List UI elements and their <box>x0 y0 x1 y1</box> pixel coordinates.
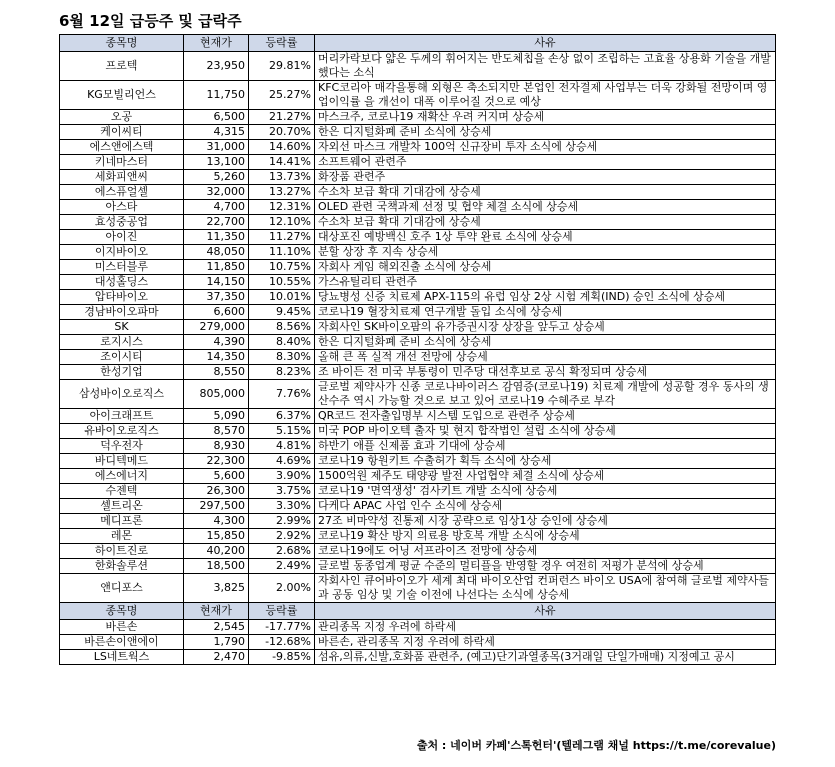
reason-cell: 분할 상장 후 지속 상승세 <box>315 245 776 260</box>
stock-name-cell: 유바이오로직스 <box>60 424 184 439</box>
rate-cell: 21.27% <box>249 110 315 125</box>
rate-cell: 2.68% <box>249 544 315 559</box>
price-cell: 6,600 <box>184 305 249 320</box>
reason-cell: 코로나19 항원키트 수출허가 획득 소식에 상승세 <box>315 454 776 469</box>
table-row <box>60 140 776 155</box>
stock-name-cell: 세화피앤씨 <box>60 170 184 185</box>
table-row <box>60 484 776 499</box>
source-note: 출처 : 네이버 카페'스톡헌터'(텔레그램 채널 https://t.me/corevalue) <box>416 739 776 752</box>
price-cell: 18,500 <box>184 559 249 574</box>
reason-cell: 코로나19 혈장치료제 연구개발 돌입 소식에 상승세 <box>315 305 776 320</box>
table-row <box>60 559 776 574</box>
rate-cell: 7.76% <box>249 380 315 409</box>
reason-cell: 조 바이든 전 미국 부통령이 민주당 대선후보로 공식 확정되며 상승세 <box>315 365 776 380</box>
stock-name-cell: 압타바이오 <box>60 290 184 305</box>
stock-name-cell: 효성중공업 <box>60 215 184 230</box>
reason-cell: 하반기 애플 신제품 효과 기대에 상승세 <box>315 439 776 454</box>
rate-cell: 10.01% <box>249 290 315 305</box>
table-row <box>60 290 776 305</box>
table-row <box>60 125 776 140</box>
price-cell: 31,000 <box>184 140 249 155</box>
rate-cell: 20.70% <box>249 125 315 140</box>
header-name: 종목명 <box>60 603 184 620</box>
price-cell: 11,850 <box>184 260 249 275</box>
table-row <box>60 529 776 544</box>
rate-cell: 4.81% <box>249 439 315 454</box>
reason-cell: KFC코리아 매각을통해 외형은 축소되지만 본업인 전자결제 사업부는 더욱 강화될 전망이며 영업이익률 을 개선이 대폭 이루어질 것으로 예상 <box>315 81 776 110</box>
rate-cell: 14.60% <box>249 140 315 155</box>
price-cell: 32,000 <box>184 185 249 200</box>
rate-cell: 12.31% <box>249 200 315 215</box>
price-cell: 5,260 <box>184 170 249 185</box>
price-cell: 6,500 <box>184 110 249 125</box>
stock-name-cell: 대성홀딩스 <box>60 275 184 290</box>
stock-name-cell: 아스타 <box>60 200 184 215</box>
stock-name-cell: 앤디포스 <box>60 574 184 603</box>
rate-cell: -17.77% <box>249 620 315 635</box>
reason-cell: 관리종목 지정 우려에 하락세 <box>315 620 776 635</box>
reason-cell: 소프트웨어 관련주 <box>315 155 776 170</box>
header-rate: 등락률 <box>249 35 315 52</box>
reason-cell: 마스크주, 코로나19 재확산 우려 커지며 상승세 <box>315 110 776 125</box>
price-cell: 14,150 <box>184 275 249 290</box>
stock-name-cell: 한화솔루션 <box>60 559 184 574</box>
table-row <box>60 200 776 215</box>
stock-name-cell: 바디텍메드 <box>60 454 184 469</box>
table-row <box>60 409 776 424</box>
stock-name-cell: KG모빌리언스 <box>60 81 184 110</box>
rate-cell: 3.75% <box>249 484 315 499</box>
header-price: 현재가 <box>184 603 249 620</box>
reason-cell: 한은 디지털화폐 준비 소식에 상승세 <box>315 335 776 350</box>
stock-name-cell: 프로텍 <box>60 52 184 81</box>
rate-cell: 8.30% <box>249 350 315 365</box>
table-row <box>60 170 776 185</box>
rate-cell: 29.81% <box>249 52 315 81</box>
table-row <box>60 650 776 665</box>
price-cell: 14,350 <box>184 350 249 365</box>
table-row <box>60 454 776 469</box>
rate-cell: 2.92% <box>249 529 315 544</box>
reason-cell: 화장품 관련주 <box>315 170 776 185</box>
table-row <box>60 245 776 260</box>
reason-cell: 올해 큰 폭 실적 개선 전망에 상승세 <box>315 350 776 365</box>
table-row <box>60 110 776 125</box>
rate-cell: 2.99% <box>249 514 315 529</box>
reason-cell: 한은 디지털화폐 준비 소식에 상승세 <box>315 125 776 140</box>
table-row <box>60 275 776 290</box>
rate-cell: 4.69% <box>249 454 315 469</box>
rate-cell: 25.27% <box>249 81 315 110</box>
table-row <box>60 365 776 380</box>
rate-cell: 3.30% <box>249 499 315 514</box>
table-row <box>60 215 776 230</box>
table-row <box>60 544 776 559</box>
price-cell: 22,700 <box>184 215 249 230</box>
table-row <box>60 335 776 350</box>
price-cell: 13,100 <box>184 155 249 170</box>
reason-cell: 당뇨병성 신증 치료제 APX-115의 유럽 임상 2상 시험 계획(IND) 승인 소식에 상승세 <box>315 290 776 305</box>
table-row <box>60 424 776 439</box>
stock-name-cell: 오공 <box>60 110 184 125</box>
stock-name-cell: 에스앤에스텍 <box>60 140 184 155</box>
stock-name-cell: 하이트진로 <box>60 544 184 559</box>
rate-cell: 11.27% <box>249 230 315 245</box>
price-cell: 4,300 <box>184 514 249 529</box>
table-row <box>60 81 776 110</box>
reason-cell: 자회사 게임 해외진출 소식에 상승세 <box>315 260 776 275</box>
price-cell: 4,390 <box>184 335 249 350</box>
reason-cell: 수소차 보급 확대 기대감에 상승세 <box>315 215 776 230</box>
reason-cell: 자외선 마스크 개발차 100억 신규장비 투자 소식에 상승세 <box>315 140 776 155</box>
reason-cell: 1500억원 제주도 태양광 발전 사업협약 체결 소식에 상승세 <box>315 469 776 484</box>
stock-name-cell: 삼성바이오로직스 <box>60 380 184 409</box>
table-row <box>60 574 776 603</box>
reason-cell: OLED 관련 국책과제 선정 및 협약 체결 소식에 상승세 <box>315 200 776 215</box>
stock-name-cell: 키네마스터 <box>60 155 184 170</box>
price-cell: 23,950 <box>184 52 249 81</box>
table-row <box>60 380 776 409</box>
reason-cell: 코로나19 '면역생성' 검사키트 개발 소식에 상승세 <box>315 484 776 499</box>
rate-cell: 9.45% <box>249 305 315 320</box>
rate-cell: 10.55% <box>249 275 315 290</box>
table-row <box>60 260 776 275</box>
stock-name-cell: 케이씨티 <box>60 125 184 140</box>
gainers-header-row <box>60 35 776 52</box>
rate-cell: 6.37% <box>249 409 315 424</box>
header-reason: 사유 <box>315 603 776 620</box>
stock-name-cell: 미스터블루 <box>60 260 184 275</box>
price-cell: 297,500 <box>184 499 249 514</box>
reason-cell: 대상포진 예방백신 호주 1상 투약 완료 소식에 상승세 <box>315 230 776 245</box>
losers-body <box>60 620 776 665</box>
price-cell: 4,315 <box>184 125 249 140</box>
rate-cell: 8.56% <box>249 320 315 335</box>
reason-cell: 자회사인 SK바이오팜의 유가증권시장 상장을 앞두고 상승세 <box>315 320 776 335</box>
price-cell: 1,790 <box>184 635 249 650</box>
stock-name-cell: LS네트웍스 <box>60 650 184 665</box>
price-cell: 40,200 <box>184 544 249 559</box>
price-cell: 15,850 <box>184 529 249 544</box>
reason-cell: 바른손, 관리종목 지정 우려에 하락세 <box>315 635 776 650</box>
reason-cell: 섬유,의류,신발,호화품 관련주, (예고)단기과열종목(3거래일 단일가매매) 지정예고 공시 <box>315 650 776 665</box>
price-cell: 5,090 <box>184 409 249 424</box>
reason-cell: 수소차 보급 확대 기대감에 상승세 <box>315 185 776 200</box>
rate-cell: 13.73% <box>249 170 315 185</box>
stock-name-cell: 바른손 <box>60 620 184 635</box>
rate-cell: -12.68% <box>249 635 315 650</box>
price-cell: 8,550 <box>184 365 249 380</box>
rate-cell: 8.23% <box>249 365 315 380</box>
reason-cell: 코로나19에도 어닝 서프라이즈 전망에 상승세 <box>315 544 776 559</box>
stock-table <box>59 34 776 665</box>
price-cell: 805,000 <box>184 380 249 409</box>
price-cell: 8,930 <box>184 439 249 454</box>
stock-name-cell: 아이크래프트 <box>60 409 184 424</box>
table-row <box>60 155 776 170</box>
stock-name-cell: 경남바이오파마 <box>60 305 184 320</box>
rate-cell: 13.27% <box>249 185 315 200</box>
reason-cell: 미국 POP 바이오텍 출자 및 현지 합작법인 설립 소식에 상승세 <box>315 424 776 439</box>
price-cell: 4,700 <box>184 200 249 215</box>
rate-cell: 3.90% <box>249 469 315 484</box>
stock-name-cell: 바른손이앤에이 <box>60 635 184 650</box>
price-cell: 48,050 <box>184 245 249 260</box>
table-row <box>60 635 776 650</box>
rate-cell: 10.75% <box>249 260 315 275</box>
price-cell: 26,300 <box>184 484 249 499</box>
rate-cell: 5.15% <box>249 424 315 439</box>
gainers-body <box>60 52 776 603</box>
stock-name-cell: 셀트리온 <box>60 499 184 514</box>
table-row <box>60 52 776 81</box>
header-price: 현재가 <box>184 35 249 52</box>
rate-cell: 11.10% <box>249 245 315 260</box>
rate-cell: -9.85% <box>249 650 315 665</box>
price-cell: 22,300 <box>184 454 249 469</box>
price-cell: 11,350 <box>184 230 249 245</box>
table-row <box>60 230 776 245</box>
table-row <box>60 185 776 200</box>
stock-name-cell: 에스에너지 <box>60 469 184 484</box>
price-cell: 3,825 <box>184 574 249 603</box>
reason-cell: 코로나19 확산 방지 의료용 방호복 개발 소식에 상승세 <box>315 529 776 544</box>
reason-cell: 글로벌 제약사가 신종 코로나바이러스 감염증(코로나19) 치료제 개발에 성공할 경우 동사의 생산수주 역시 가능할 것으로 보고 있어 코로나19 수혜주로 부각 <box>315 380 776 409</box>
rate-cell: 2.00% <box>249 574 315 603</box>
stock-name-cell: 로지시스 <box>60 335 184 350</box>
reason-cell: 머리카락보다 얇은 두께의 휘어지는 반도체칩을 손상 없이 조립하는 고효율 상용화 기술을 개발했다는 소식 <box>315 52 776 81</box>
reason-cell: 다케다 APAC 사업 인수 소식에 상승세 <box>315 499 776 514</box>
table-row <box>60 305 776 320</box>
price-cell: 2,545 <box>184 620 249 635</box>
price-cell: 8,570 <box>184 424 249 439</box>
table-row <box>60 499 776 514</box>
rate-cell: 8.40% <box>249 335 315 350</box>
rate-cell: 12.10% <box>249 215 315 230</box>
price-cell: 5,600 <box>184 469 249 484</box>
stock-name-cell: 레몬 <box>60 529 184 544</box>
header-reason: 사유 <box>315 35 776 52</box>
stock-name-cell: 수젠텍 <box>60 484 184 499</box>
stock-name-cell: 메디프론 <box>60 514 184 529</box>
reason-cell: 가스유틸리티 관련주 <box>315 275 776 290</box>
header-name: 종목명 <box>60 35 184 52</box>
page-title: 6월 12일 급등주 및 급락주 <box>59 12 242 30</box>
table-row <box>60 469 776 484</box>
reason-cell: 글로벌 동종업계 평균 수준의 멀티플을 반영할 경우 여전히 저평가 분석에 상승세 <box>315 559 776 574</box>
rate-cell: 14.41% <box>249 155 315 170</box>
price-cell: 11,750 <box>184 81 249 110</box>
table-row <box>60 320 776 335</box>
stock-name-cell: 아이진 <box>60 230 184 245</box>
stock-name-cell: 한성기업 <box>60 365 184 380</box>
table-row <box>60 620 776 635</box>
stock-name-cell: 에스퓨얼셀 <box>60 185 184 200</box>
table-row <box>60 350 776 365</box>
stock-name-cell: 이지바이오 <box>60 245 184 260</box>
reason-cell: 27조 비마약성 진통제 시장 공략으로 임상1상 승인에 상승세 <box>315 514 776 529</box>
header-rate: 등락률 <box>249 603 315 620</box>
rate-cell: 2.49% <box>249 559 315 574</box>
table-row <box>60 514 776 529</box>
stock-name-cell: 조이시티 <box>60 350 184 365</box>
stock-name-cell: SK <box>60 320 184 335</box>
price-cell: 279,000 <box>184 320 249 335</box>
reason-cell: QR코드 전자출입명부 시스템 도입으로 관련주 상승세 <box>315 409 776 424</box>
losers-header-row <box>60 603 776 620</box>
reason-cell: 자회사인 큐어바이오가 세계 최대 바이오산업 컨퍼런스 바이오 USA에 참여해 글로벌 제약사들과 공동 임상 및 기술 이전에 나선다는 소식에 상승세 <box>315 574 776 603</box>
price-cell: 37,350 <box>184 290 249 305</box>
price-cell: 2,470 <box>184 650 249 665</box>
table-row <box>60 439 776 454</box>
stock-name-cell: 덕우전자 <box>60 439 184 454</box>
